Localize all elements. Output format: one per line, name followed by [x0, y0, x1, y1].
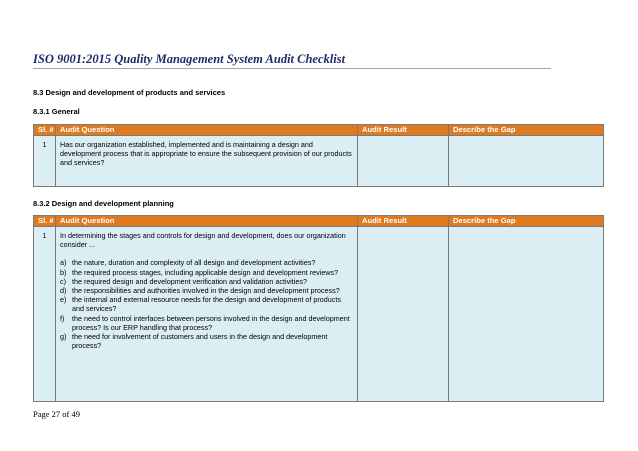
page-number: Page 27 of 49: [33, 409, 80, 419]
document-title: ISO 9001:2015 Quality Management System Audit Checklist: [33, 52, 346, 66]
list-marker: g): [60, 332, 67, 342]
column-header-result: Audit Result: [358, 125, 449, 136]
column-header-question: Audit Question: [56, 125, 358, 136]
column-header-result: Audit Result: [358, 216, 449, 227]
table-header-row: [34, 216, 604, 227]
section-heading: 8.3 Design and development of products and services: [33, 88, 226, 97]
column-header-gap: Describe the Gap: [449, 216, 604, 227]
list-item: [60, 277, 353, 286]
title-divider: [33, 68, 551, 69]
list-item: [60, 286, 353, 295]
list-item-text: the nature, duration and complexity of all design and development activities?: [72, 258, 316, 268]
list-item: [60, 268, 353, 277]
table-header-row: [34, 125, 604, 136]
subsection-heading-general: 8.3.1 General: [33, 107, 80, 116]
list-item: [60, 332, 353, 350]
list-item: [60, 314, 353, 332]
subsection-heading-planning: 8.3.2 Design and development planning: [33, 199, 174, 208]
column-header-gap: Describe the Gap: [449, 125, 604, 136]
audit-question: Has our organization established, implemented and is maintaining a design and development process that is appropriate to ensure the subsequent provision of our products and services?: [56, 136, 358, 187]
row-number: 1: [34, 136, 56, 187]
table-row: [34, 227, 604, 402]
audit-result-cell[interactable]: [358, 136, 449, 187]
list-item: [60, 295, 353, 313]
gap-description-cell[interactable]: [449, 227, 604, 402]
list-marker: d): [60, 286, 67, 296]
list-item-text: the required design and development verification and validation activities?: [72, 276, 307, 286]
list-item: [60, 258, 353, 267]
table-row: [34, 136, 604, 187]
column-header-number: Sl. #: [34, 216, 56, 227]
checklist-table-general: [33, 124, 604, 187]
audit-result-cell[interactable]: [358, 227, 449, 402]
list-marker: e): [60, 295, 67, 305]
gap-description-cell[interactable]: [449, 136, 604, 187]
column-header-question: Audit Question: [56, 216, 358, 227]
question-intro: In determining the stages and controls for design and development, does our organization consider ...: [60, 231, 346, 250]
list-marker: f): [60, 313, 65, 323]
list-item-text: the responsibilities and authorities involved in the design and development process?: [72, 286, 340, 296]
list-marker: c): [60, 276, 66, 286]
list-item-text: the internal and external resource needs for the design and development of products and services?: [72, 295, 341, 314]
column-header-number: Sl. #: [34, 125, 56, 136]
audit-question: [56, 227, 358, 402]
list-item-text: the need for involvement of customers and users in the design and development process?: [72, 332, 328, 351]
list-item-text: the required process stages, including applicable design and development reviews?: [72, 267, 339, 277]
list-item-text: the need to control interfaces between persons involved in the design and development process? Is our ERP handling that process?: [72, 313, 350, 332]
checklist-table-planning: [33, 215, 604, 402]
list-marker: b): [60, 267, 67, 277]
list-marker: a): [60, 258, 67, 268]
row-number: 1: [34, 227, 56, 402]
